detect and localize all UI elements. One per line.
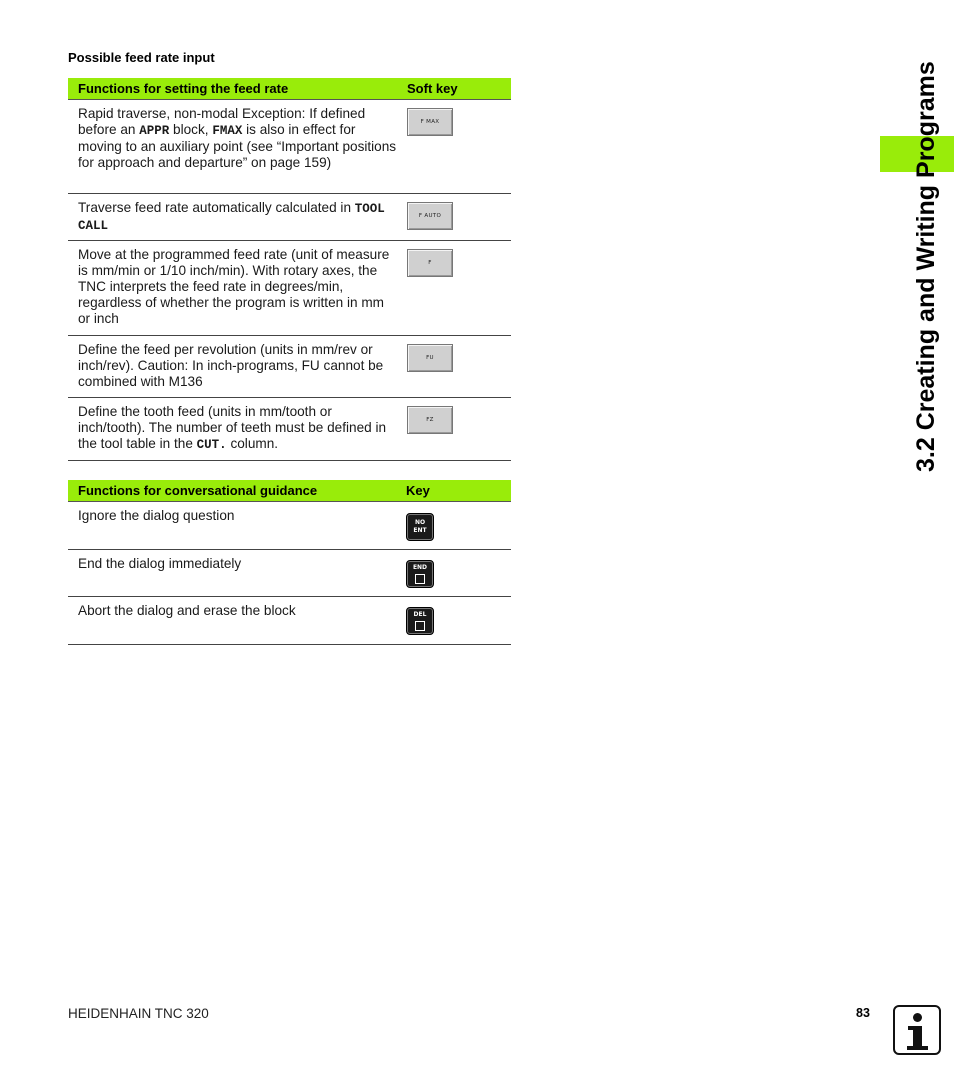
column-header-function: Functions for conversational guidance	[68, 480, 396, 502]
row-description: Traverse feed rate automatically calculated in TOOL CALL	[68, 194, 397, 241]
chapter-side-title: 3.2 Creating and Writing Programs	[912, 61, 940, 472]
end-key[interactable]: END	[406, 560, 434, 588]
row-description: Move at the programmed feed rate (unit of measure is mm/min or 1/10 inch/min). With rotary axes, the TNC interprets the feed rate in degrees/min, regardless of whether the program is written in mm or inch	[68, 241, 397, 336]
row-description: Define the tooth feed (units in mm/tooth or inch/tooth). The number of teeth must be defined in the tool table in the CUT. column.	[68, 398, 397, 461]
dialog-table-header	[68, 480, 511, 502]
table-row	[68, 398, 511, 461]
row-description: Rapid traverse, non-modal Exception: If defined before an APPR block, FMAX is also in effect for moving to an auxiliary point (see “Important positions for approach and departure” on page 159)	[68, 100, 397, 194]
row-description: Define the feed per revolution (units in mm/rev or inch/rev). Caution: In inch-programs, FU cannot be combined with M136	[68, 336, 397, 398]
footer-product-name: HEIDENHAIN TNC 320	[68, 1006, 209, 1021]
table-row	[68, 597, 511, 645]
table-row	[68, 336, 511, 398]
table-row	[68, 194, 511, 241]
column-header-softkey: Soft key	[397, 78, 511, 100]
row-description: Ignore the dialog question	[68, 502, 396, 550]
page-number: 83	[856, 1006, 870, 1020]
softkey-fu[interactable]: FU	[407, 344, 453, 372]
keyword: APPR	[139, 124, 170, 138]
keyword: FMAX	[212, 124, 243, 138]
column-header-key: Key	[396, 480, 511, 502]
row-description: End the dialog immediately	[68, 550, 396, 597]
keyword: CUT.	[196, 438, 227, 452]
column-header-function: Functions for setting the feed rate	[68, 78, 397, 100]
info-icon	[893, 1005, 941, 1055]
no-ent-key[interactable]: NO ENT	[406, 513, 434, 541]
key-square-icon	[415, 621, 425, 631]
softkey-fz[interactable]: FZ	[407, 406, 453, 434]
dialog-table	[68, 480, 511, 645]
softkey-f-max[interactable]: F MAX	[407, 108, 453, 136]
table-row	[68, 241, 511, 336]
row-description: Abort the dialog and erase the block	[68, 597, 396, 645]
feed-rate-table-header	[68, 78, 511, 100]
feed-rate-table	[68, 78, 511, 461]
table-row	[68, 502, 511, 550]
del-key[interactable]: DEL	[406, 607, 434, 635]
table-row	[68, 550, 511, 597]
key-square-icon	[415, 574, 425, 584]
keyword: TOOL CALL	[78, 202, 385, 233]
softkey-f-auto[interactable]: F AUTO	[407, 202, 453, 230]
section-heading: Possible feed rate input	[68, 50, 215, 65]
table-row	[68, 100, 511, 194]
softkey-f[interactable]: F	[407, 249, 453, 277]
